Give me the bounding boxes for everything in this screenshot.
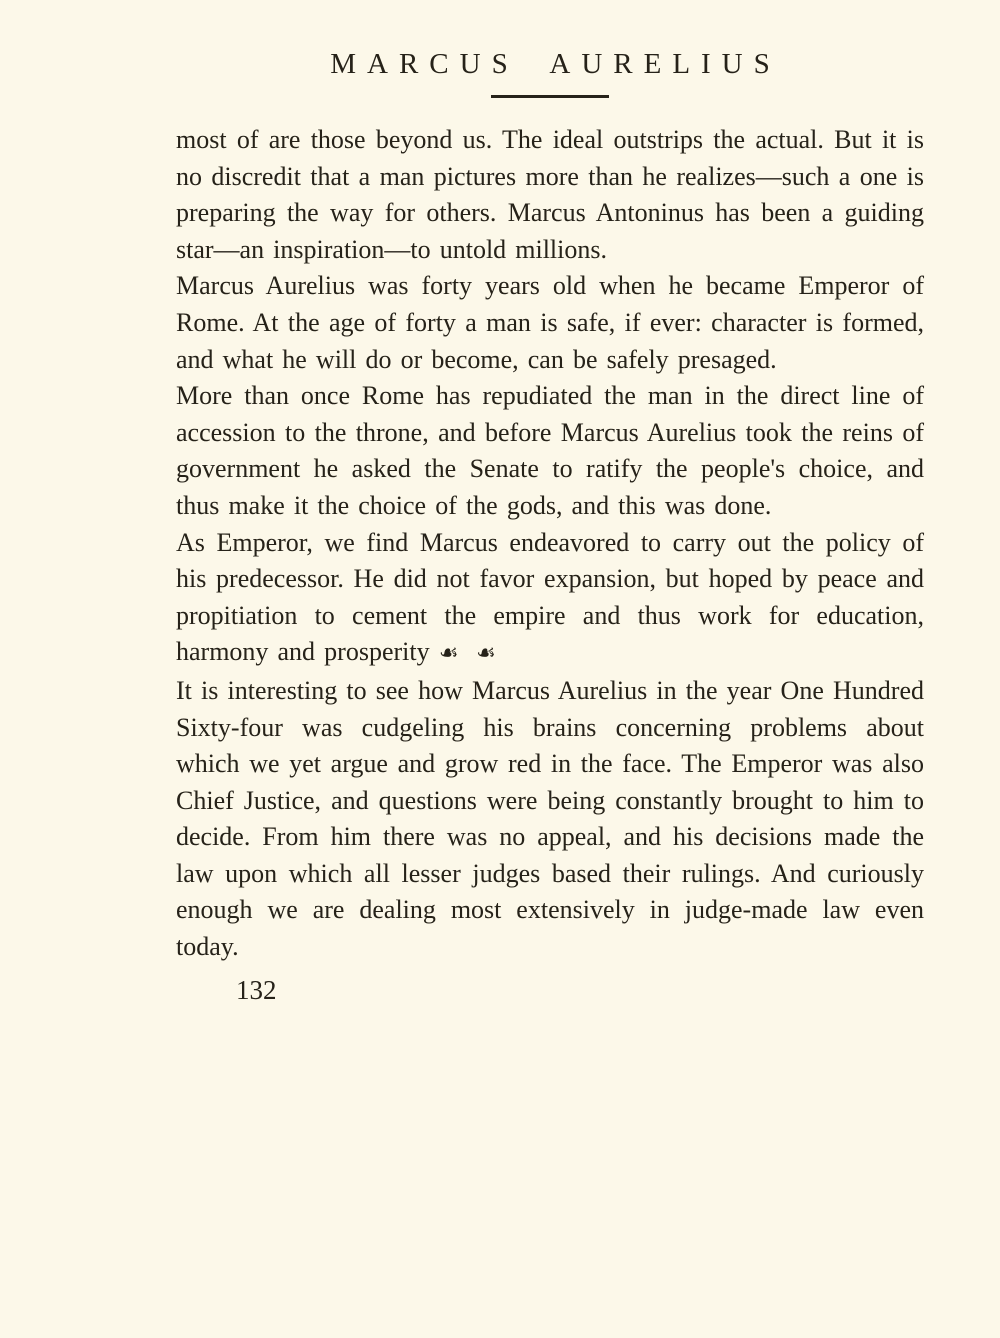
header-rule (491, 95, 609, 98)
paragraph-4-text: As Emperor, we find Marcus endeavored to carry out the policy of his predecessor. He did not favor expansion, but hoped by peace and propitiation to cement the empire and thus work for education, harmony and prosperity (176, 527, 924, 667)
paragraph-2: Marcus Aurelius was forty years old when he became Emperor of Rome. At the age of forty a man is safe, if ever: character is formed, and what he will do or become, can be safely presaged. (176, 271, 924, 374)
paragraph-1: most of are those beyond us. The ideal outstrips the actual. But it is no discredit that a man pictures more than he realizes—such a one is preparing the way for others. Marcus Antoninus has been a guiding star—an inspiration—to untold millions. (176, 125, 924, 264)
text-block (176, 48, 924, 1008)
page-number: 132 (236, 974, 277, 1005)
page-title: MARCUS AURELIUS (330, 48, 781, 80)
paragraph-5: It is interesting to see how Marcus Aurelius in the year One Hundred Sixty-four was cudgeling his brains concerning problems about which we yet argue and grow red in the face. The Emperor was also Chief Justice, and questions were being constantly brought to him to decide. From him there was no appeal, and his decisions made the law upon which all lesser judges based their rulings. And curiously enough we are dealing most extensively in judge-made law even today. (176, 675, 924, 962)
paragraph-3: More than once Rome has repudiated the man in the direct line of accession to the throne, and before Marcus Aurelius took the reins of government he asked the Senate to ratify the people's choice, and thus make it the choice of the gods, and this was done. (176, 381, 924, 520)
fleuron-ornament: ☙ ☙ (438, 641, 500, 667)
paragraph-4 (176, 525, 924, 673)
